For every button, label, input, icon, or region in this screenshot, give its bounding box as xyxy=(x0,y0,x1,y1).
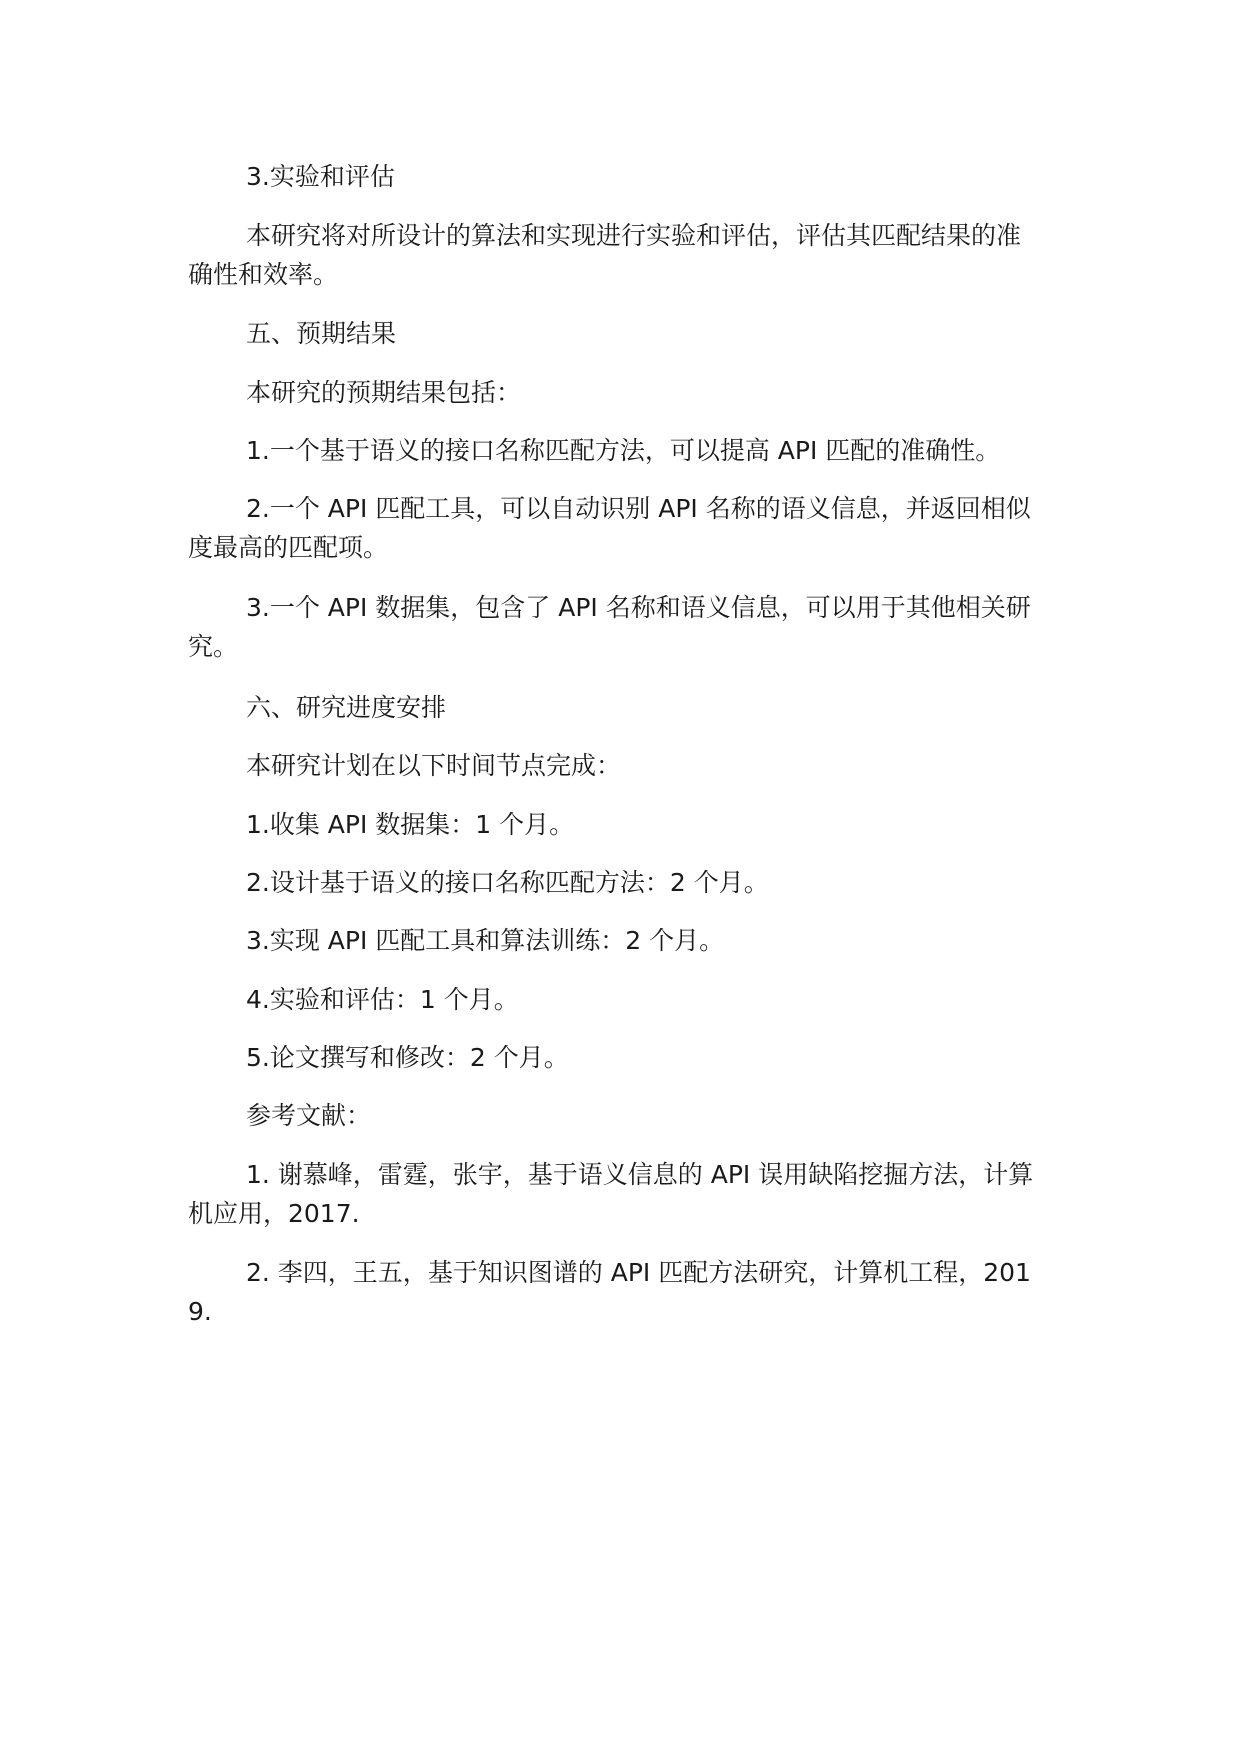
paragraph-schedule-intro xyxy=(188,746,1038,785)
paragraph-text: 1.收集 API 数据集：1 个月。 xyxy=(246,810,575,839)
paragraph-experiment-description xyxy=(188,216,1038,294)
paragraph-text: 六、研究进度安排 xyxy=(246,693,447,722)
heading-references xyxy=(188,1096,1038,1135)
list-item-schedule-4 xyxy=(188,980,1038,1019)
section-heading-expected-results xyxy=(188,314,1038,353)
paragraph-text: 3.实现 API 匹配工具和算法训练：2 个月。 xyxy=(246,926,725,955)
paragraph-text: 2.一个 API 匹配工具，可以自动识别 API 名称的语义信息，并返回相似度最高的匹配项。 xyxy=(188,494,1031,562)
paragraph-text: 3.一个 API 数据集，包含了 API 名称和语义信息，可以用于其他相关研究。 xyxy=(188,593,1031,661)
reference-item-1 xyxy=(188,1155,1038,1233)
paragraph-text: 参考文献： xyxy=(246,1101,372,1130)
paragraph-text: 1.一个基于语义的接口名称匹配方法，可以提高 API 匹配的准确性。 xyxy=(246,436,1001,465)
paragraph-text: 3.实验和评估 xyxy=(246,162,395,191)
paragraph-text: 五、预期结果 xyxy=(246,319,397,348)
list-item-expected-result-3 xyxy=(188,588,1038,666)
list-item-expected-result-2 xyxy=(188,489,1038,567)
paragraph-text: 1. 谢慕峰，雷霆，张宇，基于语义信息的 API 误用缺陷挖掘方法，计算机应用，2017. xyxy=(188,1160,1034,1228)
paragraph-text: 5.论文撰写和修改：2 个月。 xyxy=(246,1043,569,1072)
section-heading-schedule xyxy=(188,688,1038,727)
paragraph-expected-results-intro xyxy=(188,373,1038,412)
list-item-schedule-3 xyxy=(188,921,1038,960)
heading-experiment-evaluation xyxy=(188,157,1038,196)
paragraph-text: 4.实验和评估：1 个月。 xyxy=(246,985,519,1014)
list-item-schedule-5 xyxy=(188,1038,1038,1077)
paragraph-text: 本研究将对所设计的算法和实现进行实验和评估，评估其匹配结果的准确性和效率。 xyxy=(188,221,1022,289)
list-item-schedule-2 xyxy=(188,863,1038,902)
reference-item-2 xyxy=(188,1253,1038,1331)
list-item-schedule-1 xyxy=(188,805,1038,844)
paragraph-text: 本研究的预期结果包括： xyxy=(246,378,522,407)
paragraph-text: 2.设计基于语义的接口名称匹配方法：2 个月。 xyxy=(246,868,769,897)
list-item-expected-result-1 xyxy=(188,431,1038,470)
paragraph-text: 2. 李四，王五，基于知识图谱的 API 匹配方法研究，计算机工程，2019. xyxy=(188,1258,1031,1326)
paragraph-text: 本研究计划在以下时间节点完成： xyxy=(246,751,622,780)
